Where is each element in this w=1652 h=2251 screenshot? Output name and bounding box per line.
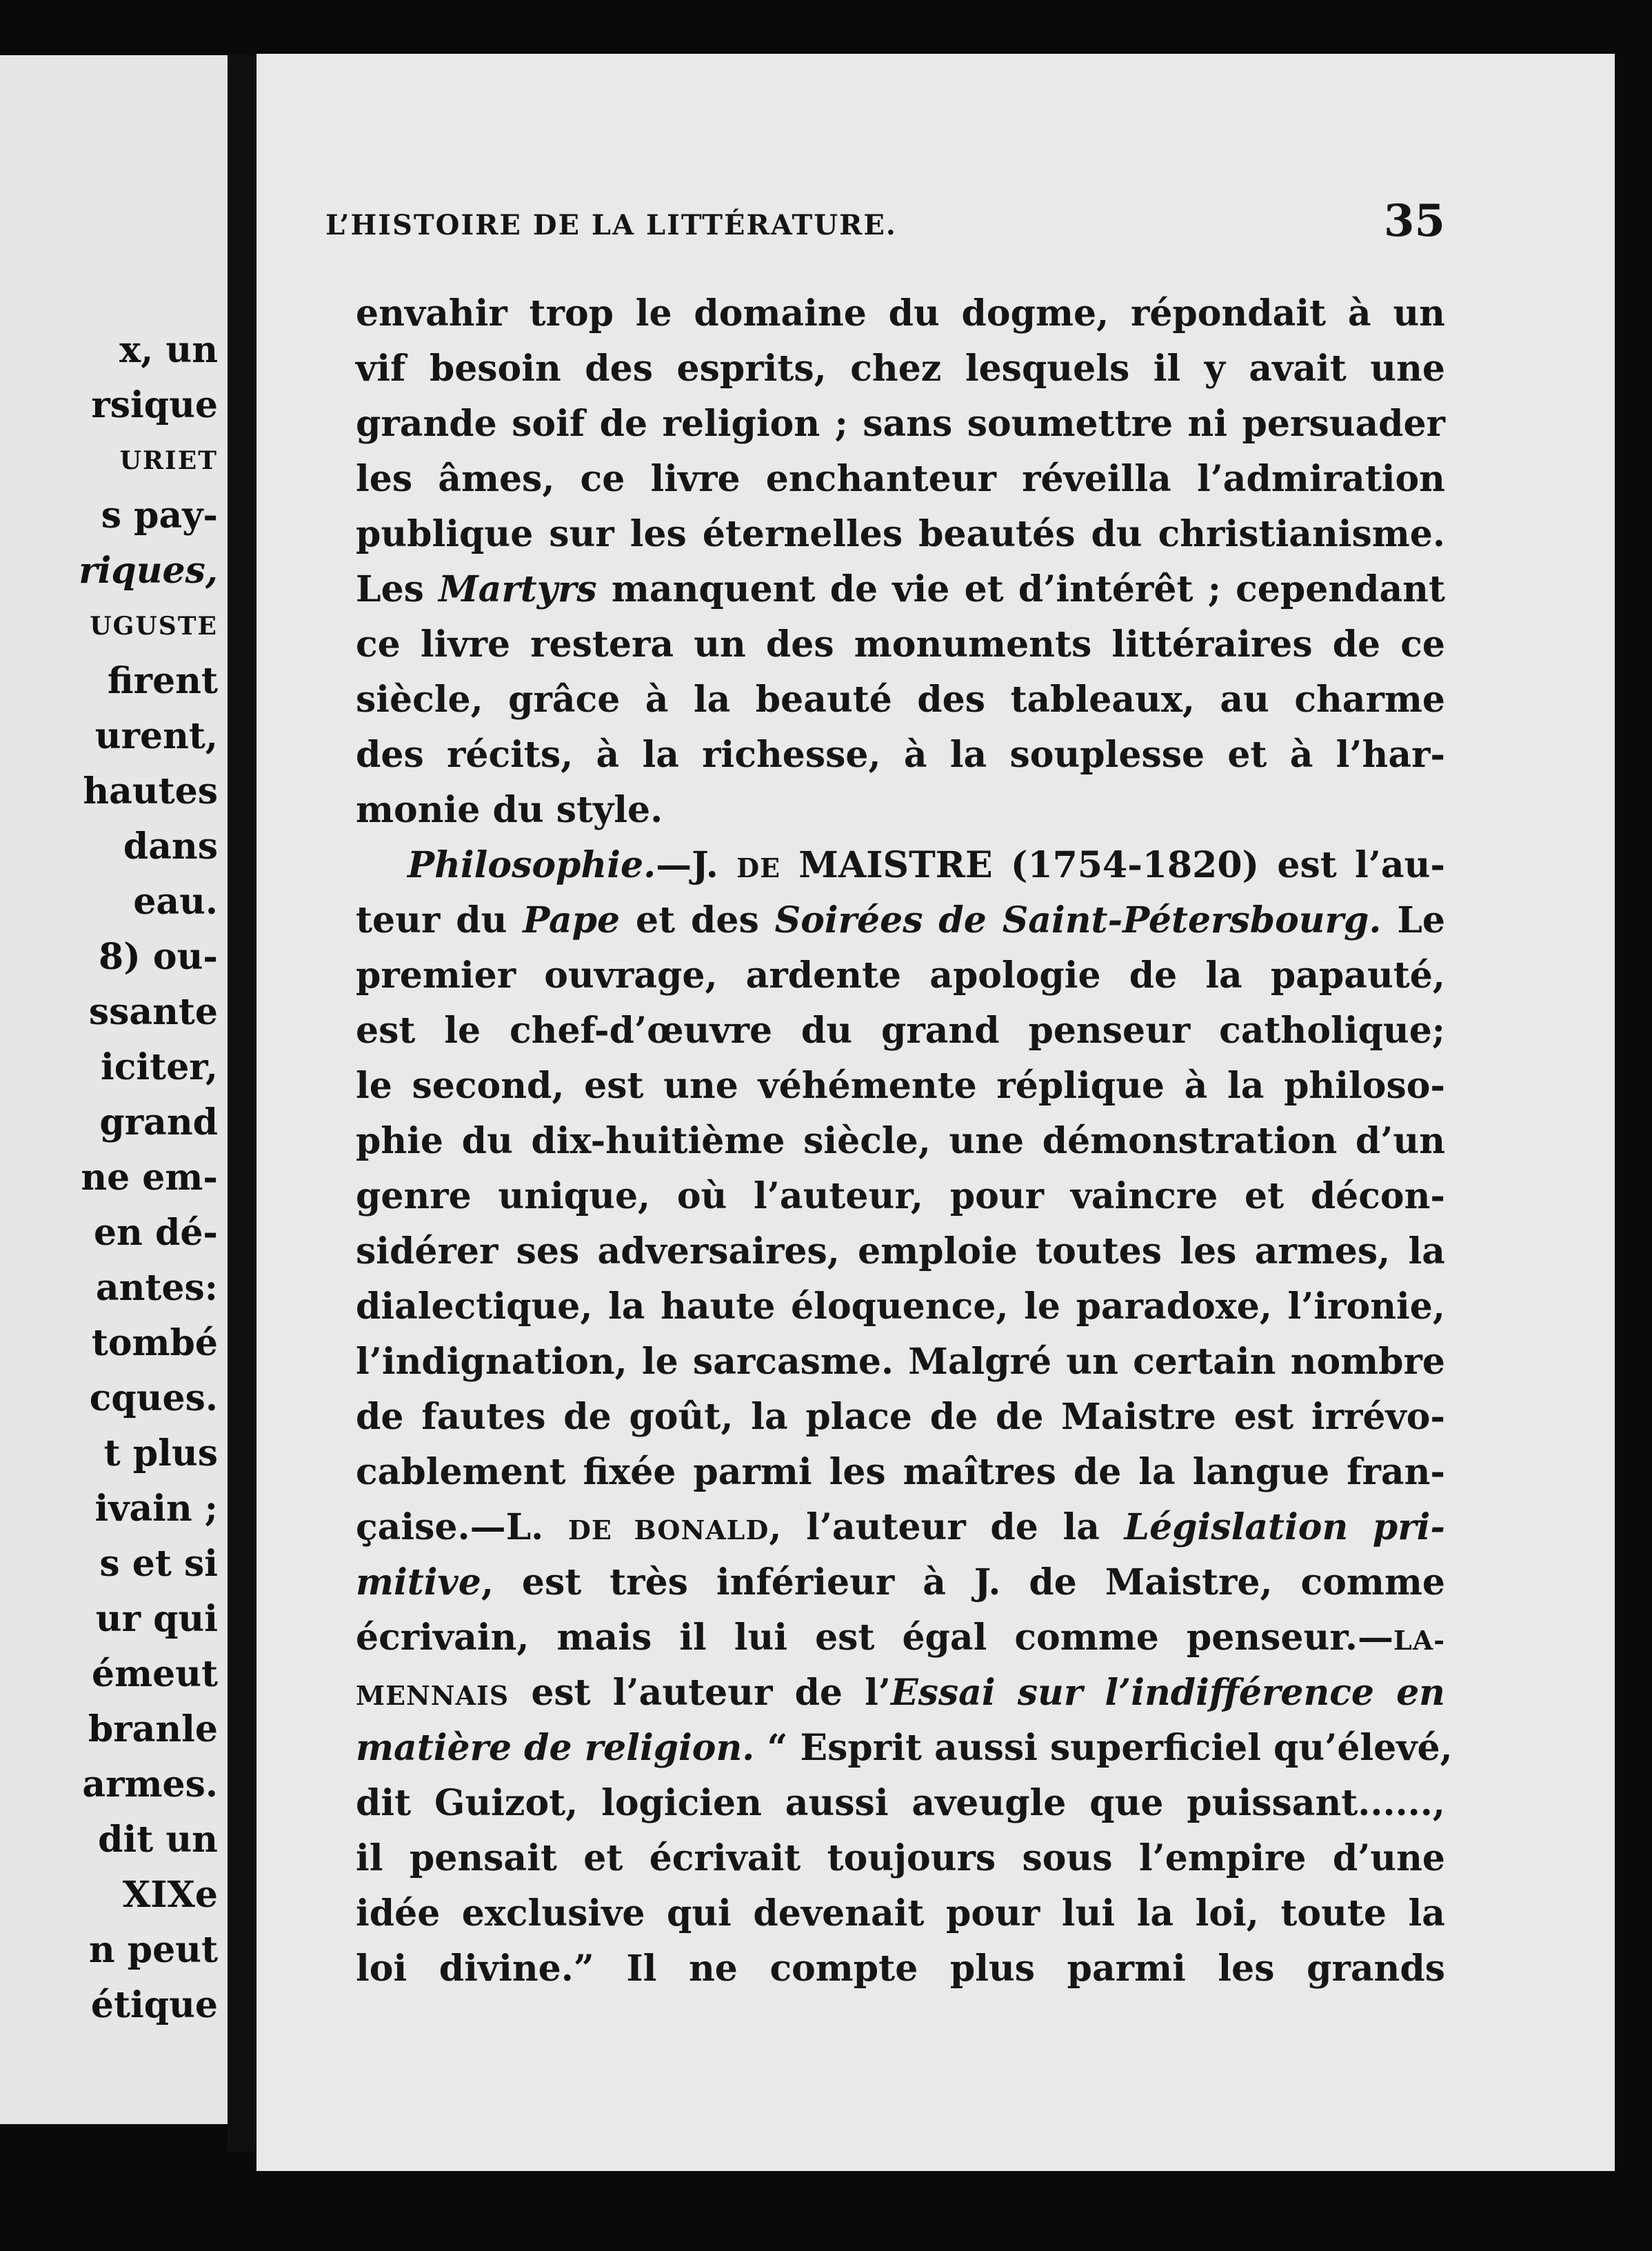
text-line <box>356 893 1445 948</box>
text-run: manquent de vie et d’intérêt ; cependant <box>596 568 1445 610</box>
italic-title: Législation pri- <box>1124 1506 1445 1548</box>
italic-title: Pape <box>523 899 621 941</box>
text-line: dit Guizot, logicien aussi aveugle que puissant......, <box>356 1782 1445 1824</box>
text-line: phie du dix-huitième siècle, une démonstration d’un <box>356 1120 1445 1162</box>
small-caps-run: MENNAIS <box>356 1680 510 1711</box>
text-line: les âmes, ce livre enchanteur réveilla l’admiration <box>356 458 1445 500</box>
text-run: écrivain, mais il lui est égal comme penseur.— <box>356 1617 1394 1659</box>
page-number: 35 <box>1383 195 1445 247</box>
text-line <box>356 1500 1445 1555</box>
left-line: dans <box>123 826 218 868</box>
left-page-fragment <box>0 55 228 2124</box>
left-line: armes. <box>82 1763 218 1805</box>
text-run: “ Esprit aussi superficiel qu’élevé, <box>754 1727 1453 1769</box>
left-line: ne em- <box>81 1157 218 1199</box>
text-line: il pensait et écrivait toujours sous l’empire d’une <box>356 1837 1445 1879</box>
text-line: publique sur les éternelles beautés du christianisme. <box>356 513 1445 555</box>
text-run: est l’auteur de l’ <box>509 1672 891 1714</box>
left-line: s et si <box>99 1543 218 1585</box>
text-line: des récits, à la richesse, à la souplesse et à l’har- <box>356 734 1445 776</box>
text-line <box>356 838 1445 893</box>
left-line: ivain ; <box>94 1488 218 1530</box>
text-line: est le chef-d’œuvre du grand penseur catholique; <box>356 1010 1445 1052</box>
text-run: teur du <box>356 899 523 941</box>
page-header <box>325 155 1445 247</box>
italic-title: mitive <box>356 1561 481 1603</box>
running-title: L’HISTOIRE DE LA LITTÉRATURE. <box>325 209 897 241</box>
left-line: cques. <box>89 1377 218 1419</box>
text-line <box>356 562 1445 617</box>
left-line: tombé <box>91 1322 218 1364</box>
left-line: 8) ou- <box>99 936 218 978</box>
left-line: iciter, <box>101 1046 218 1088</box>
left-line: rsique <box>91 384 218 426</box>
text-run: —J. <box>656 844 737 886</box>
italic-title: Martyrs <box>439 568 597 610</box>
text-line: vif besoin des esprits, chez lesquels il y avait une <box>356 348 1445 390</box>
left-line: UGUSTE <box>90 612 218 641</box>
left-line: firent <box>107 660 218 702</box>
left-line: t plus <box>103 1432 218 1474</box>
text-line: dialectique, la haute éloquence, le paradoxe, l’ironie, <box>356 1285 1445 1328</box>
text-line: genre unique, où l’auteur, pour vaincre et décon- <box>356 1175 1445 1217</box>
left-line: émeut <box>91 1653 218 1695</box>
left-line: riques, <box>79 550 218 592</box>
text-line: de fautes de goût, la place de de Maistre est irrévo- <box>356 1396 1445 1438</box>
text-run: çaise.—L. <box>356 1506 568 1548</box>
text-line: monie du style. <box>356 789 663 831</box>
text-run: Les <box>356 568 439 610</box>
left-line: eau. <box>133 881 218 923</box>
text-line: l’indignation, le sarcasme. Malgré un certain nombre <box>356 1341 1445 1383</box>
text-line <box>356 1610 1445 1665</box>
book-gutter <box>228 55 255 2152</box>
text-line: cablement fixée parmi les maîtres de la langue fran- <box>356 1451 1445 1493</box>
left-line: urent, <box>94 715 218 757</box>
text-line: loi divine.” Il ne compte plus parmi les grands <box>356 1948 1445 1990</box>
left-line: ur qui <box>95 1598 218 1640</box>
left-line: hautes <box>83 770 218 812</box>
left-line: antes: <box>95 1267 218 1309</box>
text-line <box>356 1721 1453 1776</box>
left-line: ssante <box>88 991 218 1033</box>
text-run: et des <box>620 899 775 941</box>
text-line: ce livre restera un des monuments littéraires de ce <box>356 623 1445 666</box>
text-line: grande soif de religion ; sans soumettre ni persuader <box>356 403 1445 445</box>
left-line: URIET <box>119 446 218 475</box>
left-line: x, un <box>119 329 218 371</box>
left-page-text <box>79 323 218 2033</box>
left-line: dit un <box>98 1819 218 1861</box>
text-run: , l’auteur de la <box>769 1506 1125 1548</box>
small-caps-run: LA- <box>1393 1625 1445 1656</box>
left-line: branle <box>88 1708 218 1750</box>
text-line <box>356 1665 1445 1721</box>
text-line <box>356 1555 1445 1610</box>
section-heading: Philosophie. <box>407 844 656 886</box>
small-caps-run: DE <box>736 852 781 883</box>
italic-title: Essai sur l’indifférence en <box>891 1672 1445 1714</box>
left-line: XIXe <box>122 1874 218 1916</box>
text-run: , est très inférieur à J. de Maistre, comme <box>481 1561 1445 1603</box>
italic-title: Soirées de Saint-Pétersbourg. <box>774 899 1382 941</box>
text-line: envahir trop le domaine du dogme, répondait à un <box>356 292 1445 334</box>
italic-title: matière de religion. <box>356 1727 755 1769</box>
text-run: MAISTRE (1754-1820) est l’au- <box>780 844 1445 886</box>
body-text <box>356 286 1453 1997</box>
text-line: le second, est une véhémente réplique à la philoso- <box>356 1065 1445 1107</box>
left-line: grand <box>99 1101 218 1143</box>
left-line: s pay- <box>101 494 218 537</box>
text-run: Le <box>1381 899 1445 941</box>
left-line: étique <box>90 1984 218 2026</box>
text-line: premier ouvrage, ardente apologie de la papauté, <box>356 954 1445 997</box>
left-line: en dé- <box>93 1212 218 1254</box>
text-line: siècle, grâce à la beauté des tableaux, au charme <box>356 679 1445 721</box>
text-line: idée exclusive qui devenait pour lui la loi, toute la <box>356 1892 1445 1934</box>
left-line: n peut <box>88 1929 218 1971</box>
text-line: sidérer ses adversaires, emploie toutes les armes, la <box>356 1230 1445 1272</box>
small-caps-run: DE BONALD <box>567 1514 769 1545</box>
